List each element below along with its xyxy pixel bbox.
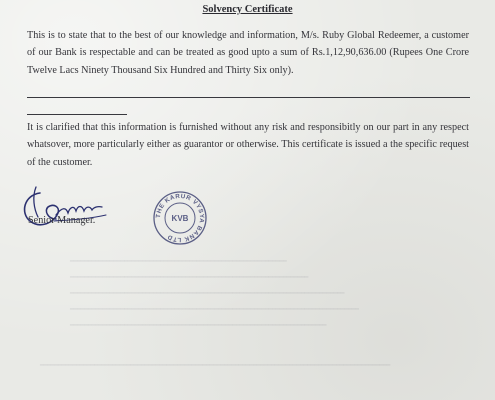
document-title: Solvency Certificate	[202, 4, 293, 15]
bleed-through-lines: ━━━━━━━━━━━━━━━━━━━━━━━━━━━━━━━━━━━━━━━━━━━━━━━━━━━━━━━━━━━━	[70, 259, 287, 265]
seal-center-text: KVB	[171, 214, 189, 223]
signature-image	[14, 173, 114, 243]
seal-ring-text: THE KARUR VYSYA BANK LTD	[154, 192, 206, 244]
disclaimer-paragraph: It is clarified that this information is furnished without any risk and responsibitly on our part in any respect whatsover, more particularly either as guarantor or otherwise. This certificate is issued a the specific request of the customer.	[27, 122, 469, 168]
certified-amount: Rs.1,12,90,636.00 (Rupees One Crore Twelve Lacs Ninety Thousand Six Hundred and Thirty Six only).	[27, 47, 470, 76]
bleed-through-lines: ━━━━━━━━━━━━━━━━━━━━━━━━━━━━━━━━━━━━━━━━━━━━━━━━━━━━━━━━━━━━━━━━━━	[70, 275, 309, 281]
bleed-through-lines: ━━━━━━━━━━━━━━━━━━━━━━━━━━━━━━━━━━━━━━━━━━━━━━━━━━━━━━━━━━━━━━━━━━━━━━━━━━━━━━━━━━━━━━━━━━━━━━━━━	[40, 363, 391, 369]
signatory-title: Senior Manager.	[28, 215, 96, 226]
bank-seal-stamp	[152, 190, 208, 246]
bleed-through-lines: ━━━━━━━━━━━━━━━━━━━━━━━━━━━━━━━━━━━━━━━━━━━━━━━━━━━━━━━━━━━━━━━━━━━━━━━	[70, 323, 327, 329]
bleed-through-lines: ━━━━━━━━━━━━━━━━━━━━━━━━━━━━━━━━━━━━━━━━━━━━━━━━━━━━━━━━━━━━━━━━━━━━━━━━━━━━━━━━	[70, 307, 359, 313]
amount-underline	[27, 97, 470, 98]
amount-underline	[27, 114, 127, 115]
certificate-paragraph	[27, 27, 469, 79]
bleed-through-lines: ━━━━━━━━━━━━━━━━━━━━━━━━━━━━━━━━━━━━━━━━━━━━━━━━━━━━━━━━━━━━━━━━━━━━━━━━━━━━	[70, 291, 345, 297]
certificate-statement: This is to state that to the best of our knowledge and information, M/s. Ruby Global Redeemer, a customer of our Bank is respectable and can be treated as good upto a sum of	[27, 30, 469, 59]
